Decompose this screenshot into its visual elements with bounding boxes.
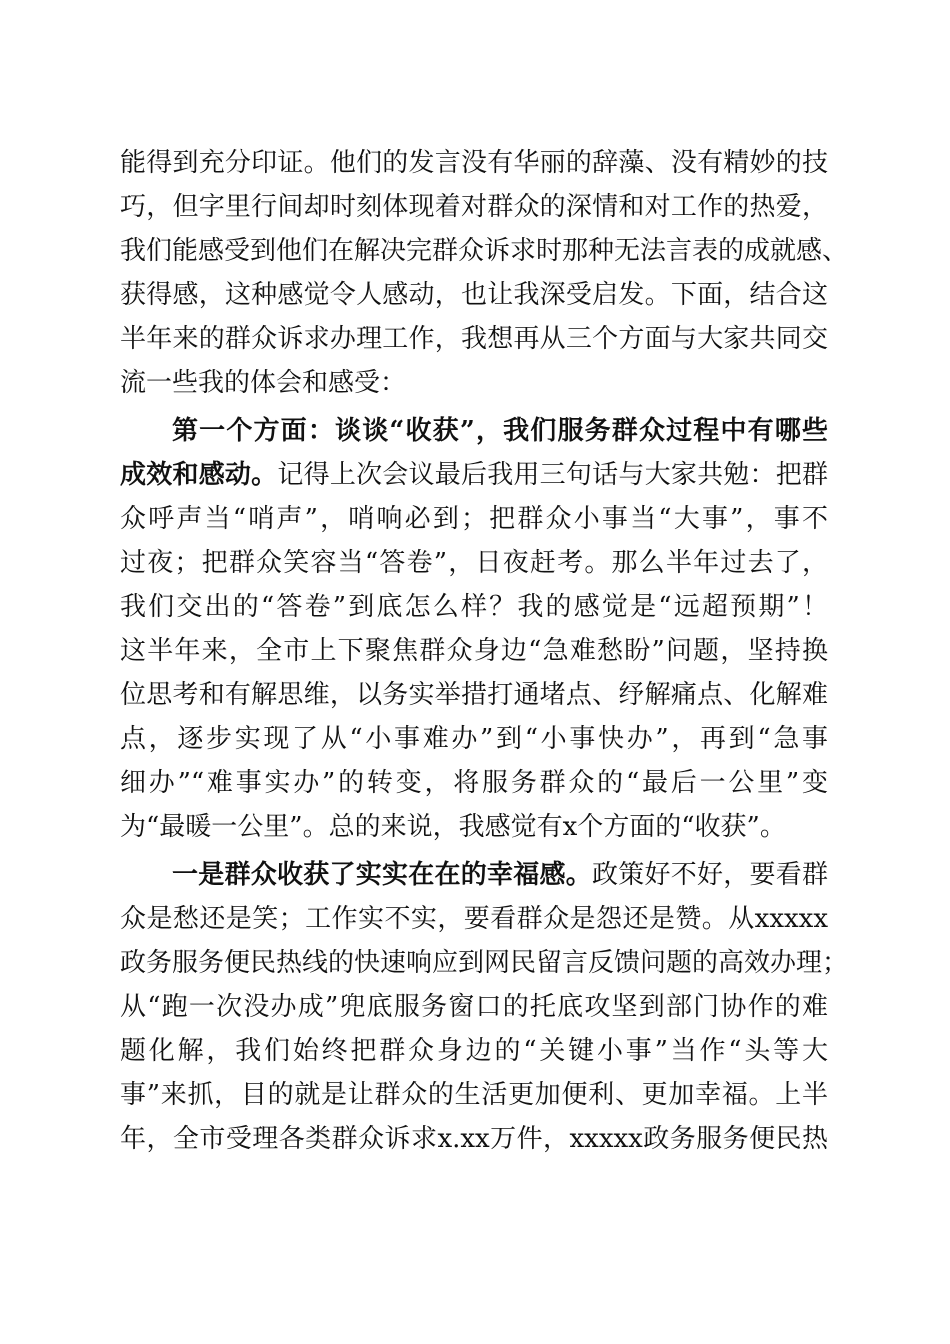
paragraph-3-line-6: 事”来抓，目的就是让群众的生活更加便利、更加幸福。上半 <box>120 1080 828 1110</box>
paragraph-2-text: 记得上次会议最后我用三句话与大家共勉：把群 <box>277 460 828 490</box>
paragraph-3-heading: 一是群众收获了实实在在的幸福感。 <box>172 860 592 890</box>
paragraph-3-line-1 <box>120 853 828 897</box>
paragraph-3-line-5: 题化解，我们始终把群众身边的“关键小事”当作“头等大 <box>120 1036 828 1066</box>
paragraph-2-line-10: 为“最暖一公里”。总的来说，我感觉有x个方面的“收获”。 <box>120 812 786 842</box>
paragraph-2-line-3: 众呼声当“哨声”，哨响必到；把群众小事当“大事”，事不 <box>120 504 828 534</box>
paragraph-3-line-2: 众是愁还是笑；工作实不实，要看群众是怨还是赞。从xxxxx <box>120 904 828 934</box>
paragraph-2-heading: 第一个方面：谈谈“收获”，我们服务群众过程中有哪些 <box>172 416 828 446</box>
paragraph-2-line-9: 细办”“难事实办”的转变，将服务群众的“最后一公里”变 <box>120 768 828 798</box>
paragraph-1-line-3: 我们能感受到他们在解决完群众诉求时那种无法言表的成就感、 <box>120 236 849 266</box>
paragraph-2-line-4: 过夜；把群众笑容当“答卷”，日夜赶考。那么半年过去了， <box>120 548 828 578</box>
paragraph-2-line-1 <box>120 409 828 453</box>
paragraph-2-line-5: 我们交出的“答卷”到底怎么样？我的感觉是“远超预期”！ <box>120 592 828 622</box>
paragraph-3-line-4: 从“跑一次没办成”兜底服务窗口的托底攻坚到部门协作的难 <box>120 992 828 1022</box>
paragraph-1-line-1: 能得到充分印证。他们的发言没有华丽的辞藻、没有精妙的技 <box>120 148 828 178</box>
paragraph-3-text: 政策好不好，要看群 <box>591 860 828 890</box>
paragraph-2-line-2 <box>120 453 828 497</box>
paragraph-2-line-8: 点，逐步实现了从“小事难办”到“小事快办”，再到“急事 <box>120 724 828 754</box>
paragraph-2-heading-tail: 成效和感动。 <box>120 460 278 490</box>
paragraph-1-line-5: 半年来的群众诉求办理工作，我想再从三个方面与大家共同交 <box>120 324 828 354</box>
paragraph-3-line-7: 年，全市受理各类群众诉求x.xx万件，xxxxx政务服务便民热 <box>120 1124 828 1154</box>
paragraph-2 <box>120 409 828 849</box>
paragraph-2-line-7: 位思考和有解思维，以务实举措打通堵点、纾解痛点、化解难 <box>120 680 828 710</box>
paragraph-1 <box>120 141 849 405</box>
paragraph-2-line-6: 这半年来，全市上下聚焦群众身边“急难愁盼”问题，坚持换 <box>120 636 828 666</box>
document-body <box>120 141 849 1161</box>
paragraph-1-line-2: 巧，但字里行间却时刻体现着对群众的深情和对工作的热爱， <box>120 192 828 222</box>
paragraph-1-line-6: 流一些我的体会和感受： <box>120 368 407 398</box>
paragraph-3 <box>120 853 849 1161</box>
paragraph-3-line-3: 政务服务便民热线的快速响应到网民留言反馈问题的高效办理； <box>120 948 849 978</box>
paragraph-1-line-4: 获得感，这种感觉令人感动，也让我深受启发。下面，结合这 <box>120 280 828 310</box>
